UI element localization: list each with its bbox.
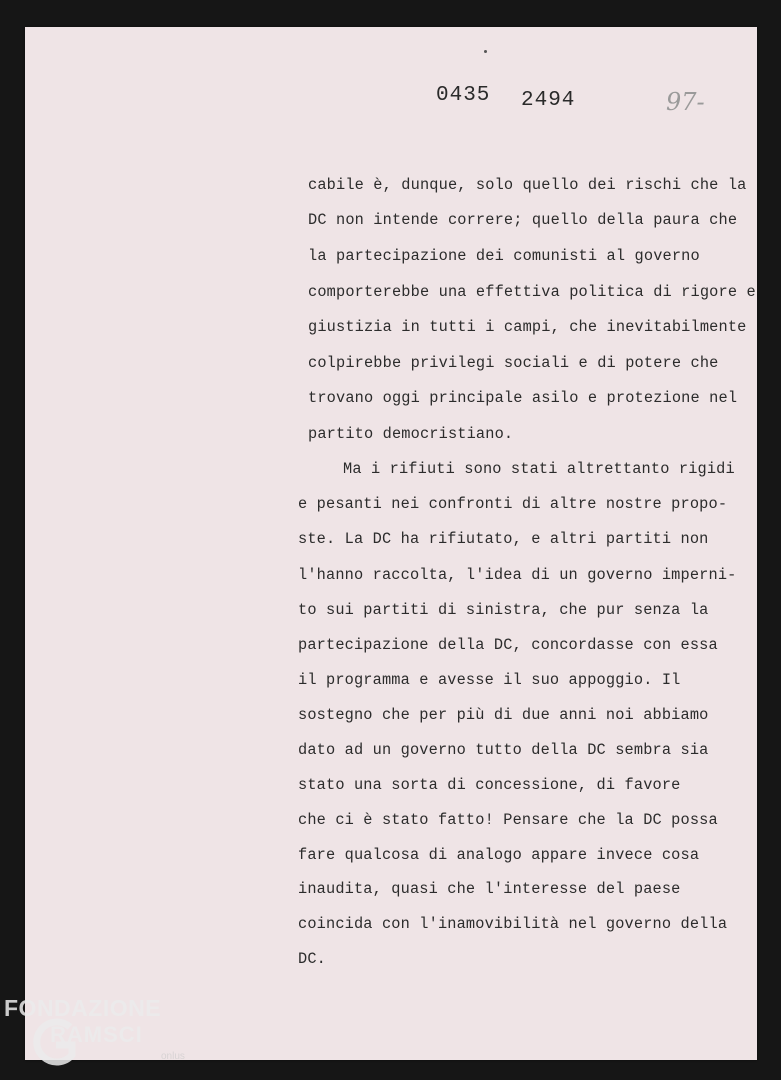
text-line: coincida con l'inamovibilità nel governo della bbox=[298, 915, 728, 933]
watermark-suffix: onlus bbox=[161, 1051, 185, 1062]
text-line: cabile è, dunque, solo quello dei rischi che la bbox=[308, 176, 747, 194]
archive-number: 0435 bbox=[436, 84, 491, 107]
text-line: partito democristiano. bbox=[308, 425, 514, 443]
text-line: il programma e avesse il suo appoggio. Il bbox=[298, 671, 681, 689]
text-line: comporterebbe una effettiva politica di rigore e bbox=[308, 283, 756, 301]
text-line: stato una sorta di concessione, di favore bbox=[298, 776, 681, 794]
handwritten-note: 97- bbox=[666, 88, 705, 116]
text-line: to sui partiti di sinistra, che pur senza la bbox=[298, 601, 709, 619]
text-line: l'hanno raccolta, l'idea di un governo imperni- bbox=[298, 566, 737, 584]
text-line: DC. bbox=[298, 950, 326, 968]
watermark-line1: FONDAZIONE bbox=[4, 995, 162, 1021]
text-line: sostegno che per più di due anni noi abbiamo bbox=[298, 706, 709, 724]
text-line: inaudita, quasi che l'interesse del paese bbox=[298, 880, 681, 898]
text-line: partecipazione della DC, concordasse con essa bbox=[298, 636, 718, 654]
text-line: la partecipazione dei comunisti al governo bbox=[308, 247, 700, 265]
text-line: colpirebbe privilegi sociali e di potere che bbox=[308, 354, 719, 372]
text-line: fare qualcosa di analogo appare invece cosa bbox=[298, 846, 700, 864]
text-line: trovano oggi principale asilo e protezione nel bbox=[308, 389, 738, 407]
text-line: giustizia in tutti i campi, che inevitabilmente bbox=[308, 318, 747, 336]
fondazione-gramsci-watermark bbox=[4, 995, 204, 1075]
text-line: ste. La DC ha rifiutato, e altri partiti non bbox=[298, 530, 709, 548]
text-line: dato ad un governo tutto della DC sembra sia bbox=[298, 741, 709, 759]
text-line: DC non intende correre; quello della paura che bbox=[308, 211, 738, 229]
text-line: Ma i rifiuti sono stati altrettanto rigidi bbox=[343, 460, 735, 478]
watermark-line2: RAMSCI bbox=[50, 1022, 143, 1047]
text-line: e pesanti nei confronti di altre nostre propo- bbox=[298, 495, 728, 513]
text-line: che ci è stato fatto! Pensare che la DC possa bbox=[298, 811, 718, 829]
page-number: 2494 bbox=[521, 89, 576, 112]
